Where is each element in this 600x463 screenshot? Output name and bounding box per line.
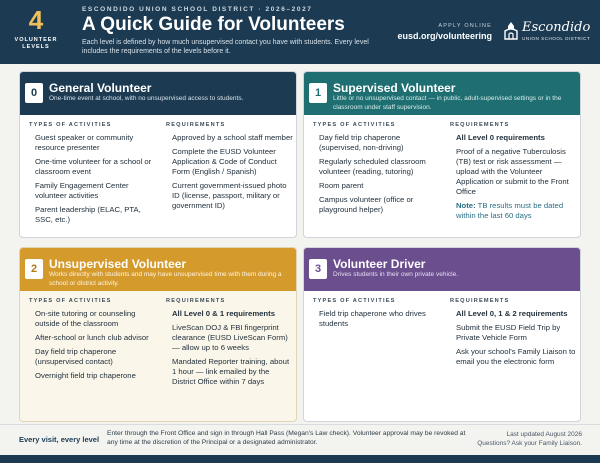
level-3-badge: 3 xyxy=(309,259,327,279)
list-item: Regularly scheduled classroom volunteer (reading, tutoring) xyxy=(319,157,426,176)
list-item: Family Engagement Center volunteer activities xyxy=(35,181,129,200)
level-1-note xyxy=(456,201,578,221)
level-1-header xyxy=(304,72,580,115)
list-item: Day field trip chaperone (supervised, non-driving) xyxy=(319,133,404,152)
level-1-title: Supervised Volunteer xyxy=(333,81,456,95)
list-item: LiveScan DOJ & FBI fingerprint clearance (EUSD LiveScan Form) — allow up to 6 weeks xyxy=(172,323,288,352)
level-2-activities xyxy=(35,309,155,385)
page-title: A Quick Guide for Volunteers xyxy=(82,14,345,35)
list-item: Proof of a negative Tuberculosis (TB) test or risk assessment — upload with the Volunteer Application or submit to the Front Office xyxy=(456,147,569,196)
level-0-header xyxy=(20,72,296,115)
level-2-activities-heading: TYPES OF ACTIVITIES xyxy=(29,298,112,304)
list-item: All Level 0, 1 & 2 requirements xyxy=(456,309,568,318)
level-2-badge: 2 xyxy=(25,259,43,279)
list-item: Day field trip chaperone (unsupervised contact) xyxy=(35,347,117,366)
level-1-badge: 1 xyxy=(309,83,327,103)
level-0-badge: 0 xyxy=(25,83,43,103)
level-0-card xyxy=(19,71,297,238)
level-1-activities xyxy=(319,133,439,219)
level-2-header xyxy=(20,248,296,291)
level-0-requirements xyxy=(172,133,294,215)
district-eyebrow: ESCONDIDO UNION SCHOOL DISTRICT · 2026–2027 xyxy=(82,6,313,13)
list-item: Overnight field trip chaperone xyxy=(35,371,136,380)
page-header xyxy=(0,0,600,64)
level-2-title: Unsupervised Volunteer xyxy=(49,257,187,271)
level-0-requirements-heading: REQUIREMENTS xyxy=(166,122,226,128)
level-3-title: Volunteer Driver xyxy=(333,257,426,271)
footer-tagline: Every visit, every level xyxy=(19,435,100,444)
apply-link[interactable]: eusd.org/volunteering xyxy=(397,31,492,41)
level-3-description: Drives students in their own private vehicle. xyxy=(333,271,459,278)
level-3-activities xyxy=(319,309,439,333)
level-3-requirements-heading: REQUIREMENTS xyxy=(450,298,510,304)
level-0-activities-heading: TYPES OF ACTIVITIES xyxy=(29,122,112,128)
list-item: Current government-issued photo ID (license, passport, military or government ID) xyxy=(172,181,287,210)
list-item: All Level 0 & 1 requirements xyxy=(172,309,275,318)
list-item: Mandated Reporter training, about 1 hour — link emailed by the District Office within 7 days xyxy=(172,357,290,386)
list-item: Field trip chaperone who drives students xyxy=(319,309,426,328)
list-item: Parent leadership (ELAC, PTA, SSC, etc.) xyxy=(35,205,141,224)
logo-wordmark: Escondido xyxy=(522,20,591,35)
note-label: Note: xyxy=(456,201,476,210)
last-updated: Last updated August 2026 xyxy=(506,431,582,438)
footer-notice: Enter through the Front Office and sign in through Hall Pass (Megan's Law check). Volunteer approval may be revoked at any time at the discretion of the Principal or a designated administrator. xyxy=(107,430,466,446)
list-item: Campus volunteer (office or playground helper) xyxy=(319,195,414,214)
level-1-card xyxy=(303,71,581,238)
level-0-title: General Volunteer xyxy=(49,81,152,95)
list-item: One-time volunteer for a school or classroom event xyxy=(35,157,152,176)
level-2-requirements xyxy=(172,309,294,391)
list-item: Guest speaker or community resource presenter xyxy=(35,133,134,152)
level-0-activities xyxy=(35,133,155,229)
list-item: Approved by a school staff member xyxy=(172,133,293,142)
level-3-header xyxy=(304,248,580,291)
list-item: Submit the EUSD Field Trip by Private Vehicle Form xyxy=(456,323,561,342)
list-item: Complete the EUSD Volunteer Application & Code of Conduct Form (English / Spanish) xyxy=(172,147,277,176)
logo-subtitle: UNION SCHOOL DISTRICT xyxy=(522,36,591,41)
level-2-requirements-heading: REQUIREMENTS xyxy=(166,298,226,304)
level-3-card xyxy=(303,247,581,422)
contact-note: Questions? Ask your Family Liaison. xyxy=(477,439,582,447)
levels-label: VOLUNTEER LEVELS xyxy=(14,37,58,50)
level-1-activities-heading: TYPES OF ACTIVITIES xyxy=(313,122,396,128)
levels-count: 4 xyxy=(28,5,44,35)
list-item: After-school or lunch club advisor xyxy=(35,333,149,342)
apply-label: APPLY ONLINE xyxy=(438,23,492,29)
note-text: TB results must be dated within the last 60 days xyxy=(456,201,564,220)
level-1-description: Little or no unsupervised contact — in public, adult-supervised settings or in the classroom under staff supervision. xyxy=(333,95,562,111)
list-item: On-site tutoring or counseling outside of the classroom xyxy=(35,309,136,328)
footer-meta xyxy=(470,431,582,448)
footer-divider xyxy=(0,424,600,425)
level-1-requirements-heading: REQUIREMENTS xyxy=(450,122,510,128)
level-0-description: One-time event at school, with no unsupervised access to students. xyxy=(49,95,244,102)
page-subtitle: Each level is defined by how much unsupervised contact you have with students. Every level includes the requirements of the levels before it. xyxy=(82,39,369,55)
level-3-activities-heading: TYPES OF ACTIVITIES xyxy=(313,298,396,304)
bell-tower-icon xyxy=(500,20,522,42)
level-3-requirements xyxy=(456,309,578,371)
list-item: Ask your school's Family Liaison to email you the electronic form xyxy=(456,347,576,366)
level-2-description: Works directly with students and may have unsupervised time with them during a school or district activity. xyxy=(49,271,282,287)
list-item: Room parent xyxy=(319,181,364,190)
level-2-card xyxy=(19,247,297,422)
bottom-bar xyxy=(0,455,600,463)
level-1-requirements xyxy=(456,133,578,225)
list-item: All Level 0 requirements xyxy=(456,133,545,142)
